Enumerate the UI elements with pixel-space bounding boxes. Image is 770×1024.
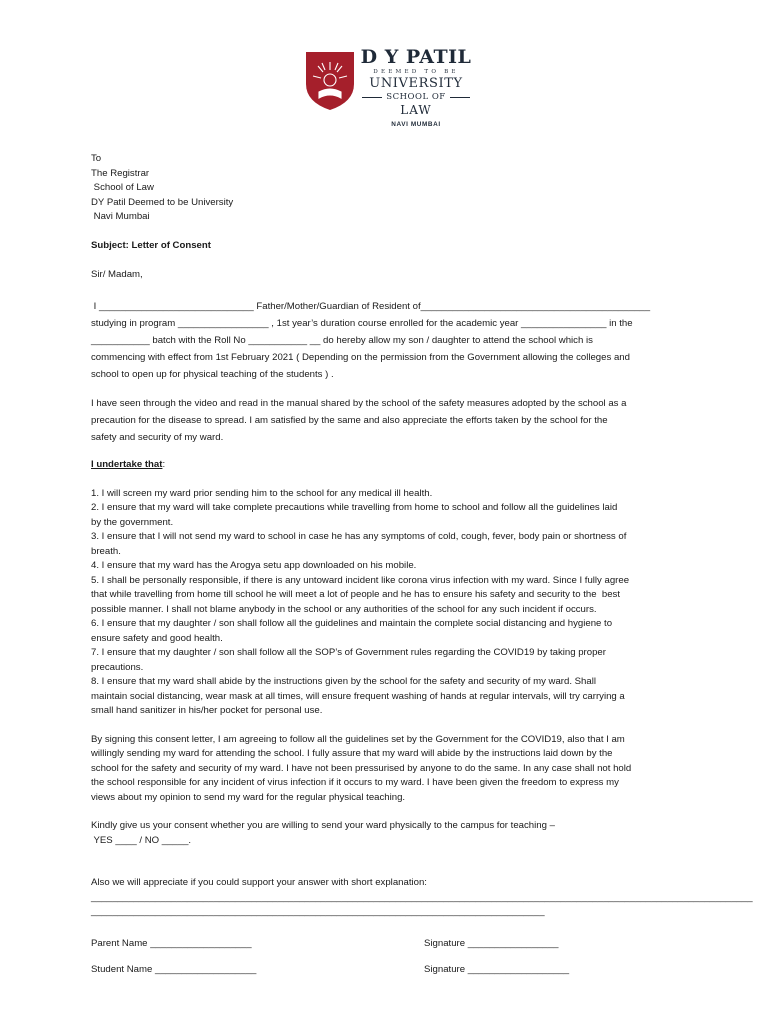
logo-deemed: DEEMED TO BE: [373, 69, 459, 75]
explanation-block: [91, 876, 753, 920]
seen-line: safety and security of my ward.: [91, 432, 224, 443]
signing-line: the school responsible for any incident of virus infection if it occurs to my ward. I have been given the freedom to express my: [91, 777, 619, 788]
intro-line: I _____________________________ Father/Mother/Guardian of Resident of___________________________________________: [91, 301, 651, 312]
intro-line: studying in program _________________ , 1st year’s duration course enrolled for the academic year ________________ in the: [91, 318, 633, 329]
explanation-field[interactable]: _____________________________________________________________________________________: [91, 906, 545, 917]
address-line: DY Patil Deemed to be University: [91, 196, 234, 208]
student-signature-row: [91, 964, 681, 975]
logo-name: D Y PATIL: [360, 46, 472, 68]
signing-line: school for the safety and security of my ward. I have not been pressurised by anyone to do the same. In any case shall not hold: [91, 762, 632, 774]
list-item: 7. I ensure that my daughter / son shall follow all the SOP’s of Government rules regarding the COVID19 by taking proper: [91, 647, 606, 658]
parent-signature-field[interactable]: Signature _________________: [424, 937, 559, 949]
signing-line: willingly sending my ward for attending the school. I fully assure that my ward will abide by the instructions laid down by the: [91, 748, 613, 759]
seen-paragraph: [91, 395, 681, 446]
explanation-field[interactable]: ____________________________________________________________________________________________________________________________: [91, 891, 753, 903]
list-item: maintain social distancing, wear mask at all times, will ensure frequent washing of hands at regular intervals, will try carrying a: [91, 690, 625, 702]
undertaking-list: [91, 487, 681, 719]
consent-line: Kindly give us your consent whether you are willing to send your ward physically to the campus for teaching –: [91, 820, 555, 831]
salutation: Sir/ Madam,: [91, 269, 143, 280]
list-item: 5. I shall be personally responsible, if there is any untoward incident like corona virus infection with my ward. Since I fully agree: [91, 574, 630, 586]
seen-line: I have seen through the video and read in the manual shared by the school of the safety measures adopted by the school as a: [91, 398, 627, 409]
intro-line: ___________ batch with the Roll No ___________ __ do hereby allow my son / daughter to attend the school which is: [91, 335, 593, 346]
logo-school-of-label: SCHOOL OF: [386, 92, 446, 102]
list-item: possible manner. I shall not blame anybody in the school or any authorities of the school for any such incident if occurs.: [91, 603, 597, 615]
address-line: The Registrar: [91, 167, 150, 179]
explanation-prompt: Also we will appreciate if you could support your answer with short explanation:: [91, 877, 427, 888]
address-line: Navi Mumbai: [91, 211, 150, 222]
university-logo: [304, 46, 474, 138]
divider: [362, 97, 382, 98]
student-name-field[interactable]: Student Name ___________________: [91, 963, 257, 975]
yes-no-field[interactable]: YES ____ / NO _____.: [91, 834, 192, 846]
student-signature-field[interactable]: Signature ___________________: [424, 963, 570, 975]
list-item: 2. I ensure that my ward will take complete precautions while travelling from home to school and follow all the guidelines laid: [91, 502, 618, 513]
consent-question: [91, 819, 681, 848]
undertake-heading: [91, 458, 681, 473]
intro-paragraph: [91, 298, 681, 383]
address-block: [91, 152, 681, 225]
list-item: ensure safety and good health.: [91, 632, 223, 644]
list-item: 8. I ensure that my ward shall abide by the instructions given by the school for the safety and security of my ward. Shall: [91, 676, 596, 687]
intro-line: commencing with effect from 1st February 2021 ( Depending on the permission from the Government allowing the colleges and: [91, 352, 630, 363]
address-line: School of Law: [91, 182, 154, 193]
list-item: 6. I ensure that my daughter / son shall follow all the guidelines and maintain the complete social distancing and hygiene to: [91, 618, 613, 629]
list-item: 1. I will screen my ward prior sending him to the school for any medical ill health.: [91, 487, 433, 499]
logo-school-of: [360, 92, 472, 103]
logo-wordmark: [360, 46, 472, 129]
list-item: 3. I ensure that I will not send my ward to school in case he has any symptoms of cold, cough, fever, body pain or shortness of: [91, 531, 627, 542]
signing-paragraph: [91, 733, 681, 806]
list-item: breath.: [91, 545, 121, 557]
university-crest-icon: [304, 50, 356, 112]
intro-line: school to open up for physical teaching of the students ) .: [91, 369, 334, 380]
list-item: 4. I ensure that my ward has the Arogya setu app downloaded on his mobile.: [91, 560, 417, 571]
letter-subject: Subject: Letter of Consent: [91, 240, 211, 251]
logo-location: NAVI MUMBAI: [391, 121, 441, 128]
divider: [450, 97, 470, 98]
undertake-label: I undertake that: [91, 459, 163, 470]
signing-line: By signing this consent letter, I am agreeing to follow all the guidelines set by the Government for the COVID19, also that I am: [91, 733, 625, 745]
list-item: by the government.: [91, 516, 174, 528]
parent-signature-row: [91, 938, 681, 949]
list-item: small hand sanitizer in his/her pocket for personal use.: [91, 705, 323, 716]
logo-law: LAW: [400, 103, 432, 117]
list-item: precautions.: [91, 661, 144, 673]
undertake-colon: :: [162, 459, 166, 470]
address-to: To: [91, 153, 102, 164]
seen-line: precaution for the disease to spread. I am satisfied by the same and also appreciate the efforts taken by the school for the: [91, 415, 608, 426]
signing-line: views about my opinion to send my ward for the regular physical teaching.: [91, 791, 406, 803]
list-item: that while travelling from home till school he will meet a lot of people and he has to ensure his safety and security to the best: [91, 589, 621, 600]
logo-university: UNIVERSITY: [369, 76, 463, 91]
letter-body: [91, 152, 753, 975]
parent-name-field[interactable]: Parent Name ___________________: [91, 937, 252, 949]
